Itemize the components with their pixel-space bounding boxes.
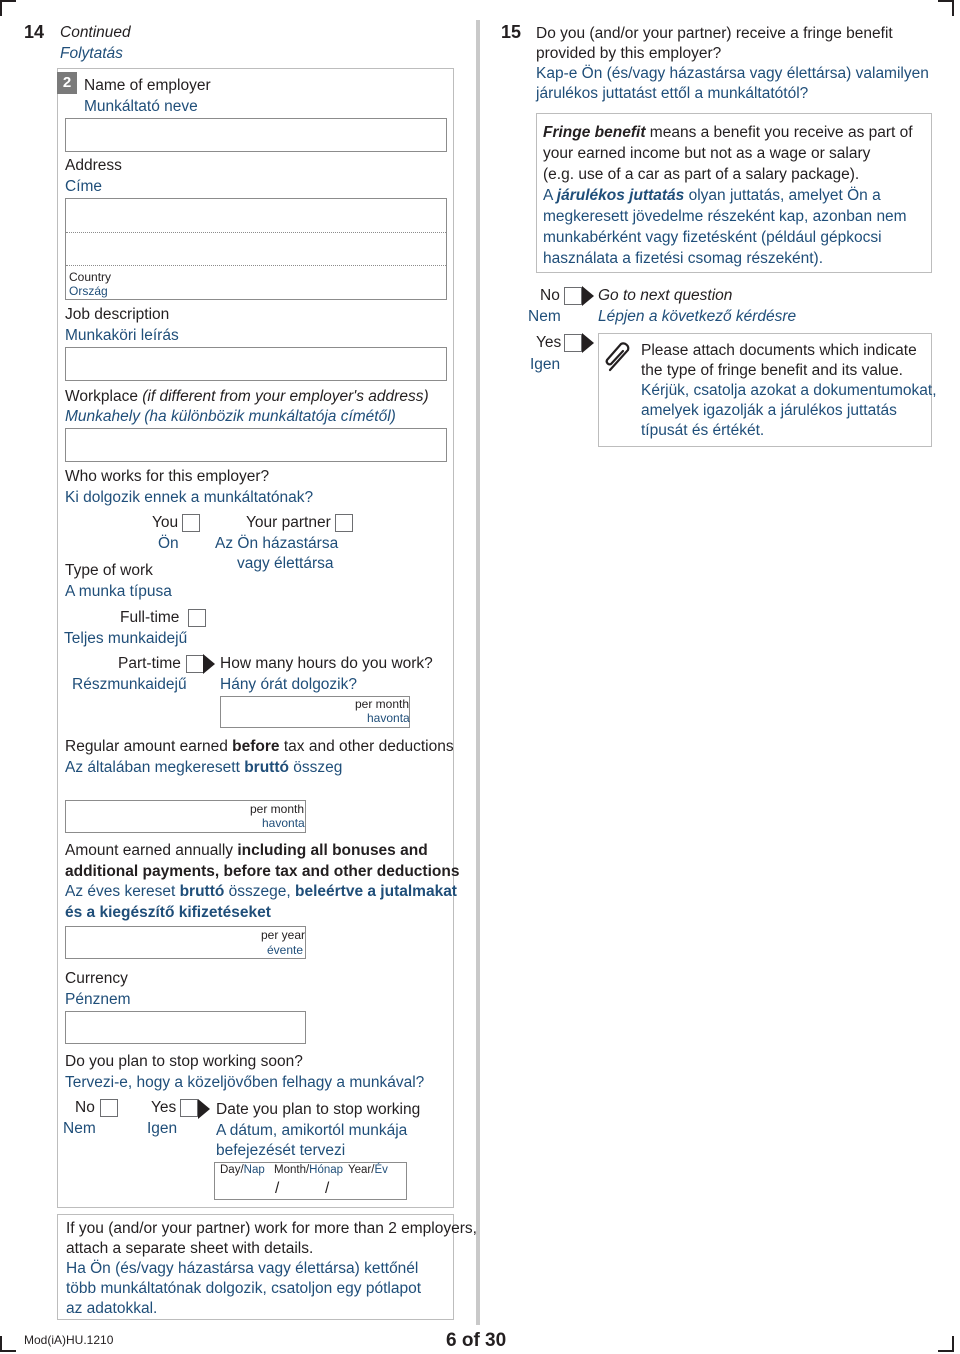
stop-yes-label: Yes: [151, 1099, 177, 1116]
address-line-1: [66, 232, 446, 233]
attach-en-2: the type of fringe benefit and its value.: [641, 362, 903, 379]
stop-working-label-hu: Tervezi-e, hogy a közeljövőben felhagy a munkával?: [65, 1074, 425, 1091]
annual-hu-bold-2: beleértve a jutalmakat: [295, 883, 457, 900]
attach-hu-2: amelyek igazolják a járulékos juttatás: [641, 402, 897, 419]
more-employers-en-1: If you (and/or your partner) work for more than 2 employers,: [66, 1220, 477, 1237]
fringe-def-bold: Fringe benefit: [543, 124, 646, 141]
stop-working-label: Do you plan to stop working soon?: [65, 1053, 303, 1070]
attach-en-1: Please attach documents which indicate: [641, 342, 917, 359]
fringe-def-hu-bold: járulékos juttatás: [556, 187, 685, 204]
fringe-yes-checkbox[interactable]: [564, 334, 582, 352]
stop-yes-arrow-icon: [198, 1099, 210, 1119]
fringe-question-hu-2: járulékos juttatást ettől a munkáltatótól?: [536, 85, 809, 102]
fringe-def-en-3: (e.g. use of a car as part of a salary package).: [543, 166, 860, 183]
fringe-no-checkbox[interactable]: [564, 287, 582, 305]
annual-amount-bold-2: additional payments, before tax and other deductions: [65, 863, 460, 880]
fringe-question-hu-1: Kap-e Ön (és/vagy házastársa vagy élettársa) valamilyen: [536, 65, 929, 82]
stop-date-label: Date you plan to stop working: [216, 1101, 421, 1118]
employer-name-input[interactable]: [65, 118, 447, 152]
regular-amount-label-hu: [65, 759, 342, 777]
fringe-def-hu-1: olyan juttatás, amelyet Ön a: [684, 187, 881, 204]
fringe-def-hu-2: megkeresett jövedelme részeként kap, azonban nem: [543, 208, 907, 225]
year-label: [348, 1164, 388, 1176]
employer-number-badge: 2: [57, 72, 77, 94]
day-label-hu: Nap: [243, 1164, 265, 1176]
month-label: [274, 1164, 343, 1176]
you-label-hu: Ön: [158, 535, 179, 552]
partner-label: Your partner: [246, 514, 331, 531]
fringe-def-en-2: your earned income but not as a wage or salary: [543, 145, 871, 162]
fulltime-label: Full-time: [120, 609, 180, 626]
annual-hu-text: Az éves kereset: [65, 883, 180, 900]
annual-hu-text-2: összege,: [224, 883, 295, 900]
parttime-label-hu: Részmunkaidejű: [72, 676, 187, 693]
job-description-label: Job description: [65, 306, 170, 323]
fringe-question-en-1: Do you (and/or your partner) receive a fringe benefit: [536, 25, 893, 42]
address-label: Address: [65, 157, 122, 174]
annual-per-year: per year: [261, 928, 306, 942]
regular-per-month: per month: [250, 802, 305, 816]
fringe-no-arrow-icon: [582, 286, 594, 306]
day-label-en: Day/: [220, 1164, 244, 1176]
fringe-no-label-hu: Nem: [528, 308, 561, 325]
regular-amount-label: [65, 738, 454, 756]
fringe-def-hu-4: használata a fizetési csomag részeként).: [543, 250, 823, 267]
partner-label-hu: Az Ön házastársa: [215, 535, 339, 552]
crop-mark-bottom-left: [0, 1336, 16, 1352]
regular-amount-hu-text: Az általában megkeresett: [65, 759, 245, 776]
who-works-label-hu: Ki dolgozik ennek a munkáltatónak?: [65, 489, 314, 506]
more-employers-hu-1: Ha Ön (és/vagy házastársa vagy élettársa) kettőnél: [66, 1260, 419, 1277]
job-description-input[interactable]: [65, 347, 447, 381]
year-label-en: Year/: [348, 1164, 375, 1176]
fulltime-label-hu: Teljes munkaidejű: [64, 630, 188, 647]
type-of-work-label-hu: A munka típusa: [65, 583, 172, 600]
regular-amount-bold: before: [232, 738, 280, 755]
workplace-label-note: (if different from your employer's address): [142, 388, 429, 405]
stop-yes-label-hu: Igen: [147, 1120, 178, 1137]
continued-label: Continued: [60, 24, 131, 41]
fulltime-checkbox[interactable]: [188, 609, 206, 627]
goto-next-label-hu: Lépjen a következő kérdésre: [598, 308, 797, 325]
stop-no-label-hu: Nem: [63, 1120, 96, 1137]
more-employers-hu-3: az adatokkal.: [66, 1300, 158, 1317]
annual-hu-bold-1: bruttó: [179, 883, 225, 900]
hours-per-month: per month: [355, 697, 410, 711]
stop-date-label-hu: A dátum, amikortól munkája: [216, 1122, 408, 1139]
address-label-hu: Címe: [65, 178, 103, 195]
type-of-work-label: Type of work: [65, 562, 153, 579]
form-code: Mod(iA)HU.1210: [24, 1333, 114, 1347]
attach-hu-3: típusát és értékét.: [641, 422, 765, 439]
fringe-definition: [543, 122, 913, 269]
annual-amount-label: [65, 840, 459, 882]
regular-amount-hu-bold: bruttó: [244, 759, 289, 776]
regular-amount-text-2: tax and other deductions: [279, 738, 454, 755]
hours-label-hu: Hány órát dolgozik?: [220, 676, 357, 693]
workplace-label-text: Workplace: [65, 388, 138, 405]
year-label-hu: Év: [374, 1164, 388, 1176]
day-label: [220, 1164, 265, 1176]
you-label: You: [152, 514, 179, 531]
workplace-input[interactable]: [65, 428, 447, 462]
month-label-en: Month/: [274, 1164, 310, 1176]
stop-yes-checkbox[interactable]: [180, 1099, 198, 1117]
stop-date-label-hu-2: befejezését tervezi: [216, 1142, 346, 1159]
stop-no-label: No: [75, 1099, 95, 1116]
fringe-def-hu-3: munkabérként vagy fizetésként (például gépkocsi: [543, 229, 882, 246]
regular-amount-text: Regular amount earned: [65, 738, 233, 755]
attach-text: [641, 341, 937, 441]
more-employers-en-2: attach a separate sheet with details.: [66, 1240, 314, 1257]
regular-amount-hu-text-2: összeg: [288, 759, 343, 776]
address-line-2: [66, 265, 446, 266]
page-number: 6 of 30: [446, 1330, 507, 1351]
attach-hu-1: Kérjük, csatolja azokat a dokumentumokat,: [641, 382, 937, 399]
hours-label: How many hours do you work?: [220, 655, 433, 672]
crop-mark-top-left: [0, 0, 16, 16]
continued-label-hu: Folytatás: [60, 45, 123, 62]
fringe-question: [536, 24, 929, 104]
paperclip-icon: [602, 340, 636, 376]
employer-name-label-hu: Munkáltató neve: [84, 98, 198, 115]
job-description-label-hu: Munkaköri leírás: [65, 327, 179, 344]
annual-hu-bold-3: és a kiegészítő kifizetéseket: [65, 904, 271, 921]
more-employers-hu-2: több munkáltatónak dolgozik, csatoljon egy pótlapot: [66, 1280, 422, 1297]
annual-amount-label-hu: [65, 881, 457, 923]
annual-per-year-hu: évente: [267, 943, 304, 957]
column-divider: [476, 20, 480, 1325]
hours-per-month-hu: havonta: [367, 711, 410, 725]
fringe-question-en-2: provided by this employer?: [536, 45, 722, 62]
month-label-hu: Hónap: [309, 1164, 344, 1176]
date-slash-1: /: [275, 1180, 280, 1197]
currency-input[interactable]: [65, 1011, 306, 1044]
more-employers-text: [66, 1219, 477, 1319]
fringe-yes-label-hu: Igen: [530, 356, 561, 373]
crop-mark-top-right: [938, 0, 954, 16]
annual-amount-bold-1: including all bonuses and: [237, 842, 428, 859]
parttime-label: Part-time: [118, 655, 181, 672]
employer-name-label: Name of employer: [84, 77, 211, 94]
currency-label: Currency: [65, 970, 128, 987]
partner-label-hu-2: vagy élettársa: [237, 555, 334, 572]
fringe-no-label: No: [540, 287, 560, 304]
stop-no-checkbox[interactable]: [100, 1099, 118, 1117]
country-label: Country: [69, 270, 112, 284]
parttime-checkbox[interactable]: [186, 655, 204, 673]
currency-label-hu: Pénznem: [65, 991, 131, 1008]
fringe-def-hu-pre: A: [543, 187, 557, 204]
you-checkbox[interactable]: [182, 514, 200, 532]
goto-next-label: Go to next question: [598, 287, 733, 304]
regular-per-month-hu: havonta: [262, 816, 305, 830]
workplace-label-hu: Munkahely (ha különbözik munkáltatója címétől): [65, 408, 396, 425]
partner-checkbox[interactable]: [335, 514, 353, 532]
date-slash-2: /: [325, 1180, 330, 1197]
fringe-yes-arrow-icon: [582, 333, 594, 353]
who-works-label: Who works for this employer?: [65, 468, 270, 485]
question-number-14: 14: [24, 22, 45, 42]
fringe-yes-label: Yes: [536, 334, 562, 351]
fringe-def-en-1: means a benefit you receive as part of: [645, 124, 913, 141]
address-input[interactable]: [65, 198, 447, 300]
question-number-15: 15: [501, 22, 522, 42]
workplace-label: [65, 388, 429, 406]
annual-amount-text: Amount earned annually: [65, 842, 238, 859]
crop-mark-bottom-right: [938, 1336, 954, 1352]
country-label-hu: Ország: [69, 284, 108, 298]
parttime-arrow-icon: [203, 654, 215, 674]
